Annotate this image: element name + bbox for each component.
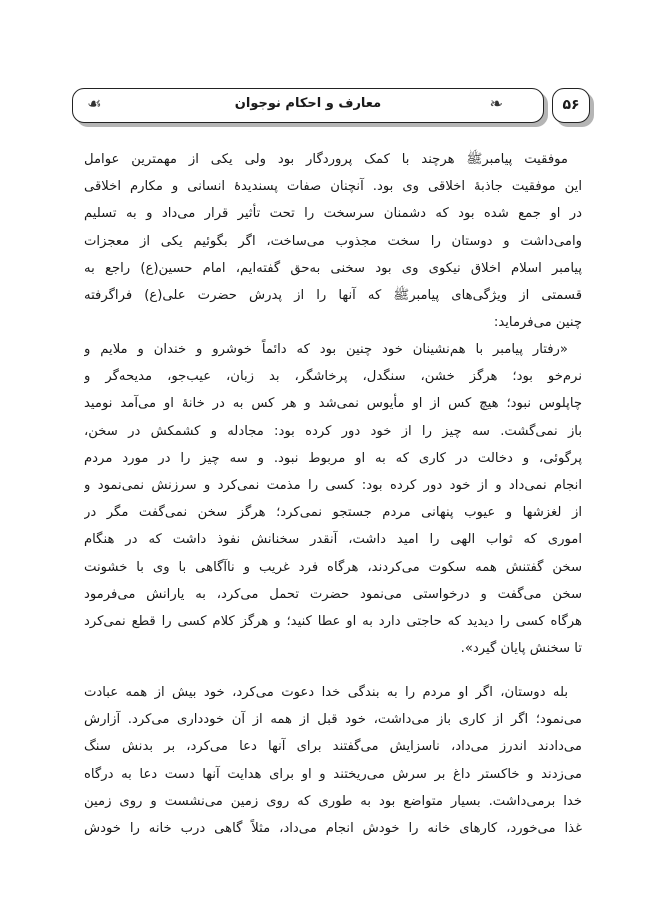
text-line: هرگاه کسی را دیدید که حاجتی دارد به او عطا کنید؛ و هرگز کلام کسی را قطع نمی‌کرد [84,613,582,629]
text-line: می‌نمود؛ اگر از کاری باز می‌داشت، خود قبل از همه از آن خودداری می‌کرد. آزارش [84,712,582,728]
text-line: بله دوستان، اگر او مردم را به بندگی خدا دعوت می‌کرد، خود بیش از همه عبادت [84,685,568,700]
text-line: چاپلوس نبود؛ هیچ کس از او مأیوس نمی‌شد و هر کس به در خانهٔ او می‌آمد نومید [84,396,582,412]
ornament-icon: ❧ [489,94,503,113]
text-line: می‌دادند اندرز می‌داد، ناسزایش می‌گفتند برای آنها دعا می‌کرد، بر بدنش سنگ [84,739,582,755]
text-line: چنین می‌فرماید: [493,315,582,331]
text-line: خدا برمی‌داشت. بسیار متواضع بود به طوری که روی زمین می‌نشست و روی زمین [84,793,582,809]
text-line: پرگوئی، و دخالت در کاری که به او مربوط نبود. و سه چیز را در مورد مردم [84,450,582,466]
text-line: نرم‌خو بود؛ هرگز خشن، سنگدل، پرخاشگر، بد زبان، عیب‌جو، مدیحه‌گر و [84,369,582,385]
text-line: در او جمع شده بود که دشمنان سرسخت را تحت تأثیر قرار می‌داد و به تسلیم [84,206,582,222]
text-line: وامی‌داشت و دوستان را سخت مجذوب می‌ساخت، اگر بگوئیم یکی از معجزات [84,233,582,249]
running-header [72,88,544,123]
paragraph-quote [84,336,582,662]
text-line: انجام نمی‌داد و از خود دور کرده بود: کسی را مذمت نمی‌کرد و سرزنش نمی‌نمود و [84,477,582,493]
text-line: سخن گفتنش همه سکوت می‌کردند، هرگاه فرد غریب و ناآگاهی با وی با خشونت [84,559,582,575]
text-line: تا سخنش پایان گیرد». [460,641,582,657]
text-line: این موفقیت جاذبهٔ اخلاقی وی بود. آنچنان صفات پسندیدهٔ انسانی و مکارم اخلاقی [84,179,582,195]
ornament-icon: ☙ [87,94,102,113]
text-line: می‌زدند و خاکستر داغ بر سرش می‌ریختند و او برای هدایت آنها دست دعا به درگاه [84,766,582,782]
text-line: از لغزشها و عیوب پنهانی مردم جستجو نمی‌کرد؛ هرگز سخن نمی‌گفت مگر در [84,505,582,521]
paragraph-2 [84,679,582,842]
paragraph-1 [84,146,582,336]
text-line: غذا می‌خورد، کارهای خانه را خودش انجام می‌داد، مثلاً گاهی درب خانه را خودش [84,820,582,836]
text-line: سخن می‌گفت و درخواستی می‌نمود حضرت تحمل می‌کرد، به یارانش می‌فرمود [84,586,582,602]
text-line: «رفتار پیامبر با هم‌نشینان خود چنین بود که دائماً خوشرو و خندان و ملایم و [84,342,568,357]
page-number: ۵۶ [552,88,590,123]
text-line: باز نمی‌گشت. سه چیز را از خود دور کرده بود: مجادله و کشمکش در سخن، [84,423,582,439]
text-line: قسمتی از ویژگی‌های پیامبرﷺ که آنها را از پدرش حضرت علی(ع) فراگرفته [84,287,582,303]
text-line: موفقیت پیامبرﷺ هرچند با کمک پروردگار بود ولی یکی از مهمترین عوامل [84,152,568,167]
text-line: اموری که ثواب الهی را امید داشت، آنقدر سخنانش نفوذ داشت که در هنگام [84,532,582,548]
text-line: پیامبر اسلام اخلاق نیکوی وی بود سخنی به‌حق گفته‌ایم، امام حسین(ع) راجع به [84,260,582,276]
book-title: معارف و احکام نوجوان [234,96,382,111]
